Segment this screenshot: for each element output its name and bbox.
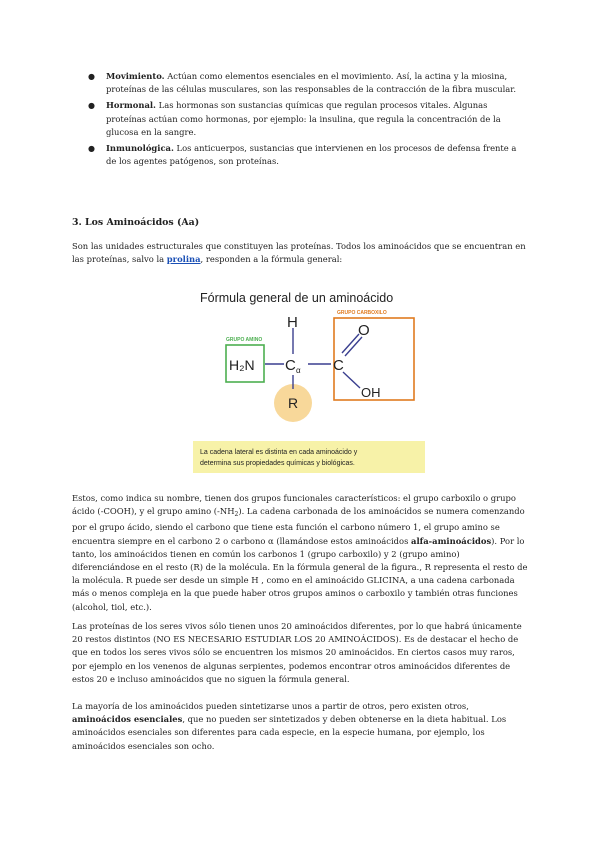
intro-text-a: Son las unidades estructurales que constituyen las proteínas. Todos los aminoácidos que se encuentran en las proteínas, salvo la [72, 241, 526, 265]
bond-oh [343, 372, 360, 388]
paragraph-functional-groups [72, 492, 530, 614]
amino-group-label: GRUPO AMINO [226, 337, 263, 343]
formula-diagram [190, 284, 430, 479]
p2-bold-term: alfa-aminoácidos [411, 535, 492, 546]
paragraph-intro [72, 240, 530, 266]
bullet-inmunologica [88, 142, 528, 168]
hydrogen-atom: H [287, 314, 298, 331]
p2-text-a: Estos, como indica su nombre, tienen dos grupos funcionales característicos: el grupo carboxilo o grupo ácido (-COOH), y el grupo amino (-NH [72, 493, 516, 517]
bullet-movimiento [88, 70, 528, 96]
p4-text-a: La mayoría de los aminoácidos pueden sintetizarse unos a partir de otros, pero existen otros, [72, 701, 469, 711]
p2-text-b: ). La cadena carbonada de los aminoácidos se numera comenzando por el grupo ácido, siendo el carbono que tiene esta función el carbono número 1, el grupo amino se encuentra siempre en el carbono 2 o carbono α (llamándose estos aminoácidos [72, 506, 525, 546]
bullet-term: Inmunológica. [106, 143, 174, 154]
bullet-term: Hormonal. [106, 100, 156, 111]
bullet-text: Los anticuerpos, sustancias que intervienen en los procesos de defensa frente a de los agentes patógenos, son proteínas. [106, 143, 517, 167]
function-bullet-list [88, 70, 528, 171]
carboxyl-carbon: C [333, 357, 344, 374]
bullet-text: Las hormonas son sustancias químicas que regulan procesos vitales. Algunas proteínas actúan como hormonas, por ejemplo: la insulina, que regula la concentración de la glucosa en la sangre. [106, 100, 501, 137]
bullet-dot-icon: ● [88, 144, 95, 154]
p2-text-c: ). Por lo tanto, los aminoácidos tienen en común los carbonos 1 (grupo carboxilo) y 2 (grupo amino) diferenciándose en el resto (R) de la molécula. En la fórmula general de la figura., R representa el resto de la molécula. R puede ser desde un simple H , como en el aminoácido GLICINA, a una cadena carbonada más o menos compleja en la que puede haber otros grupos aminos o carboxilo y también otras funciones (alcohol, tiol, etc.). [72, 535, 528, 612]
intro-text-b: , responden a la fórmula general: [200, 254, 343, 265]
bullet-term: Movimiento. [106, 71, 165, 81]
bullet-text: Actúan como elementos esenciales en el movimiento. Así, la actina y la miosina, proteínas de las células musculares, son las responsables de la contracción de la fibra muscular. [106, 71, 517, 95]
p2-subscript: 2 [234, 511, 239, 519]
alpha-symbol: α [296, 366, 301, 375]
figure-title: Fórmula general de un aminoácido [200, 291, 394, 305]
hydroxyl-group: OH [361, 385, 381, 400]
paragraph-essential-aminoacids [72, 700, 530, 753]
caption-line-2: determina sus propiedades químicas y biológicas. [200, 460, 355, 467]
paragraph-twenty-aminoacids: Las proteínas de los seres vivos sólo tienen unos 20 aminoácidos diferentes, por lo que habrá únicamente 20 restos distintos (NO ES NECESARIO ESTUDIAR LOS 20 AMINOÁCIDOS). Es de destacar el hecho de que en todos los seres vivos sólo se encuentren los mismos 20 aminoácidos. En ciertos casos muy raros, por ejemplo en los venenos de algunas serpientes, podemos encontrar otros aminoácidos diferentes de estos 20 e incluso aminoácidos que no siguen la fórmula general. [72, 621, 522, 684]
r-group-label: R [288, 395, 299, 411]
caption-line-1: La cadena lateral es distinta en cada aminoácido y [200, 449, 358, 456]
p4-text-b: , que no pueden ser sintetizados y deben obtenerse en la dieta habitual. Los aminoácidos esenciales son diferentes para cada especie, en la especie humana, por ejemplo, los aminoácidos esenciales son ocho. [72, 714, 507, 751]
prolina-link[interactable]: prolina [166, 254, 201, 265]
oxygen-atom: O [358, 322, 370, 339]
amino-acid-formula-figure [190, 284, 430, 479]
bullet-hormonal [88, 99, 528, 139]
caption-box [193, 441, 425, 473]
carboxyl-group-label: GRUPO CARBOXILO [337, 310, 387, 316]
bullet-dot-icon: ● [88, 72, 95, 81]
alpha-carbon: C [285, 357, 296, 374]
bullet-dot-icon: ● [88, 101, 95, 111]
p4-bold-term: aminoácidos esenciales [72, 714, 183, 725]
amine-nitrogen: H₂N [229, 357, 255, 373]
section-heading: 3. Los Aminoácidos (Aa) [72, 217, 200, 228]
